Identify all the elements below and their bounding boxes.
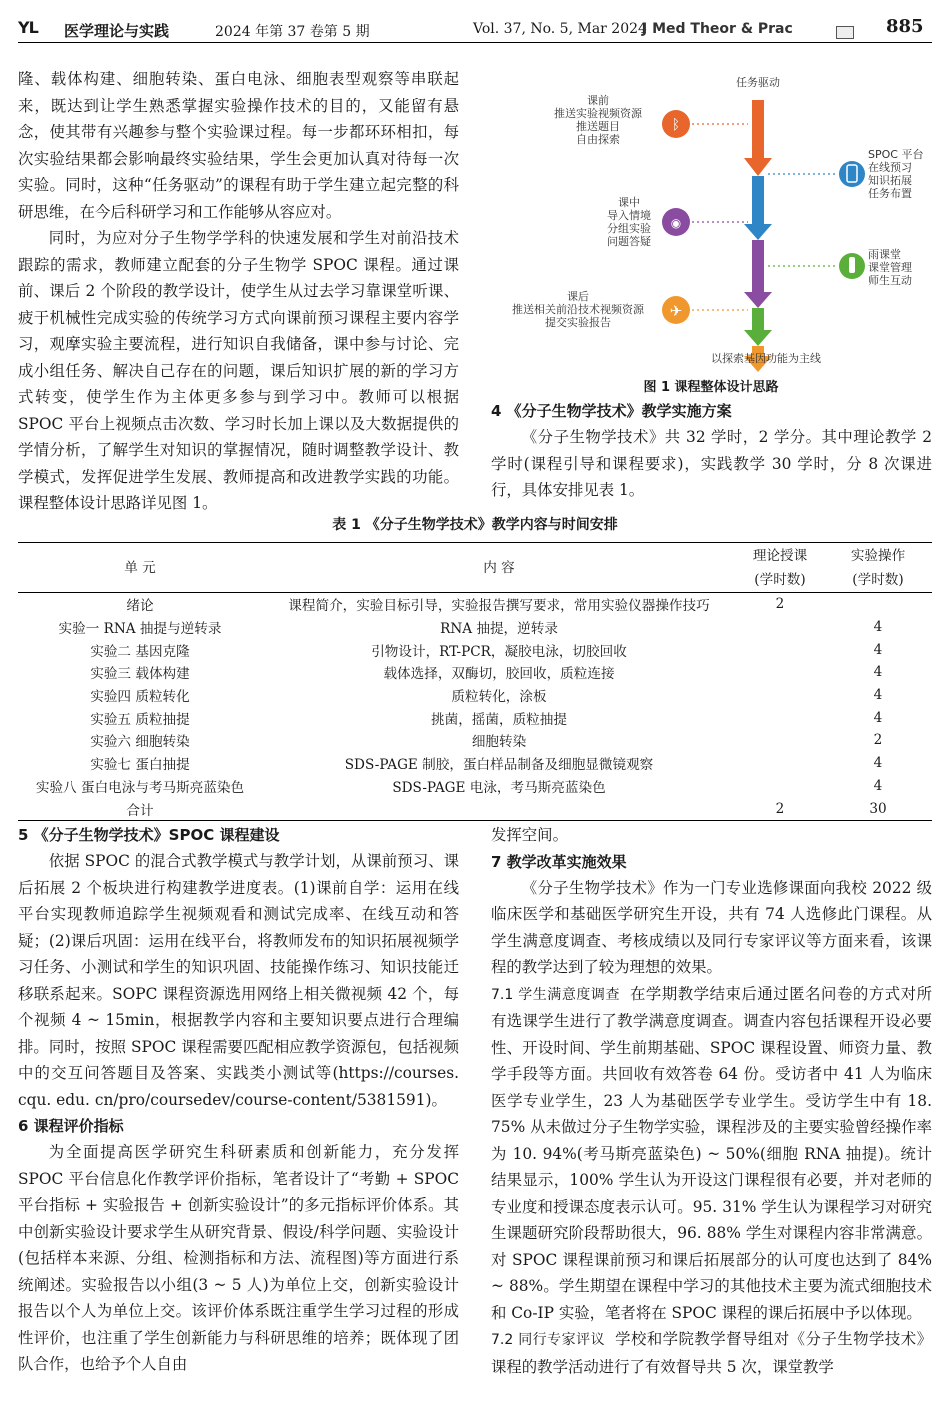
cell-content: 课程简介，实验目标引导，实验报告撰写要求，常用实验仪器操作技巧 [288, 598, 710, 615]
cell-theory [736, 661, 824, 684]
section-4-title: 4 《分子生物学技术》教学实施方案 [491, 402, 732, 420]
cell-practice: 4 [873, 777, 883, 794]
during-title: 课中 [618, 196, 640, 209]
cell-content: 细胞转染 [471, 734, 527, 751]
android-icon: ◉ [670, 216, 682, 230]
table-caption: 表 1 《分子生物学技术》教学内容与时间安排 [332, 517, 618, 533]
cell-practice: 4 [873, 709, 883, 726]
section-5-title: 5 《分子生物学技术》SPOC 课程建设 [18, 826, 280, 844]
spoc-title: SPOC 平台 [868, 148, 924, 161]
paragraph: 发挥空间。 [491, 826, 568, 844]
figure-1 [490, 64, 932, 398]
table-row-total [18, 797, 932, 820]
bluetooth-icon: ᛒ [671, 117, 681, 133]
arrow-segment-green [752, 308, 764, 330]
journal-name-en: J Med Theor & Prac [642, 21, 793, 37]
cell-unit: 实验二 基因克隆 [90, 643, 190, 660]
cell-content: 挑菌，摇菌，质粒抽提 [431, 711, 567, 728]
volume-en: Vol. 37, No. 5, Mar 2024 [473, 21, 647, 37]
table-row [18, 661, 932, 684]
cell-practice: 4 [873, 755, 883, 772]
before-item: 推送实验视频资源 [554, 107, 642, 120]
col-header-unit: 单 元 [124, 559, 156, 576]
cell-practice: 4 [873, 641, 883, 658]
cell-theory [736, 729, 824, 752]
table-row [18, 752, 932, 775]
during-item: 问题答疑 [607, 235, 651, 248]
subsection-7-2-label: 7.2 同行专家评议 [491, 1332, 606, 1348]
spoc-block [868, 148, 932, 200]
airplane-icon: ✈ [669, 302, 683, 320]
col-header-theory-line: 理论授课 [752, 547, 808, 564]
paragraph: 《分子生物学技术》共 32 学时，2 学分。其中理论教学 2 学时(课程引导和课程要求)，实践教学 30 学时，分 8 次课进行，具体安排见表 1。 [491, 428, 932, 499]
section-6-title: 6 课程评价指标 [18, 1117, 124, 1135]
section-4 [491, 398, 932, 504]
before-item: 自由探索 [576, 133, 620, 146]
header-box [836, 26, 854, 39]
paragraph: 同时，为应对分子生物学学科的快速发展和学生对前沿技术跟踪的需求，教师建立配套的分子生物学 SPOC 课程。通过课前、课后 2 个阶段的教学设计，使学生从过去学习靠课堂听课、疲于机械性完成实验的传统学习方式向课前预习课程主要内容学习，观摩实验主要流程，进行知识自我储备，课中参与讨论、完成小组任务、解决自己存在的问题，课后知识扩展的新的学习方式转变，使学生作为主体更多参与到学习中。教师可以根据 SPOC 平台上视频点击次数、学习时长加上课以及大数据提供的学情分析，了解学生对知识的掌握情况，随时调整教学设计、教学模式，发挥促进学生发展、教师提高和改进教学实践的功能。课程整体设计思路详见图 1。 [18, 229, 459, 512]
col-header-theory [736, 543, 824, 593]
table-row [18, 775, 932, 798]
cell-theory: 2 [775, 800, 785, 817]
cell-practice [824, 593, 932, 616]
cell-practice: 4 [873, 619, 883, 636]
after-title: 课后 [567, 290, 589, 303]
schedule-table [18, 542, 932, 821]
col-header-content: 内 容 [483, 559, 515, 576]
paragraph [491, 1326, 932, 1380]
cell-unit: 绪论 [126, 598, 154, 615]
journal-name-cn: 医学理论与实践 [64, 22, 170, 40]
journal-logo: YL [18, 18, 38, 37]
classroom-item: 课堂管理 [868, 261, 912, 274]
cell-theory [736, 638, 824, 661]
cell-unit: 实验三 载体构建 [90, 666, 190, 683]
table-row [18, 638, 932, 661]
cell-content: 引物设计，RT-PCR，凝胶电泳，切胶回收 [371, 643, 627, 660]
device-icon [849, 257, 855, 273]
before-item: 推送题目 [576, 120, 620, 133]
cell-practice: 4 [873, 664, 883, 681]
cell-theory [736, 752, 824, 775]
after-item: 推送相关前沿技术视频资源 [512, 303, 644, 316]
cell-theory [736, 616, 824, 639]
cell-content: 载体选择，双酶切，胶回收，质粒连接 [383, 666, 615, 683]
figure-caption: 图 1 课程整体设计思路 [643, 380, 779, 395]
running-header [18, 16, 932, 43]
arrow-segment-purple [752, 240, 764, 292]
arrow-head-blue [744, 224, 772, 240]
cell-practice: 4 [873, 687, 883, 704]
col-header-practice-line: (学时数) [852, 571, 904, 588]
issue-cn: 2024 年第 37 卷第 5 期 [215, 24, 370, 40]
cell-unit: 合计 [126, 802, 154, 819]
page-number: 885 [886, 16, 924, 37]
after-class-block [494, 290, 662, 329]
paragraph [491, 981, 932, 1327]
cell-content [262, 797, 736, 820]
col-header-practice [824, 543, 932, 593]
subsection-7-2-text: 学校和学院教学督导组对《分子生物学技术》课程的教学活动进行了有效督导共 5 次，课堂教学 [491, 1330, 932, 1376]
col-header-practice-line: 实验操作 [850, 547, 906, 564]
left-column-top [18, 66, 459, 517]
table-row [18, 684, 932, 707]
section-7-title: 7 教学改革实施效果 [491, 852, 627, 871]
right-column-bottom [491, 822, 932, 1380]
cell-unit: 实验五 质粒抽提 [90, 711, 190, 728]
spoc-item: 知识拓展 [868, 174, 912, 187]
cell-unit: 实验七 蛋白抽提 [90, 757, 190, 774]
paragraph: 《分子生物学技术》作为一门专业选修课面向我校 2022 级临床医学和基础医学研究生开设，共有 74 人选修此门课程。从学生满意度调查、考核成绩以及同行专家评议等方面来看，该课程的教学达到了较为理想的效果。 [491, 878, 932, 976]
main-line-label: 以探索基因功能为主线 [711, 352, 821, 365]
paragraph: 为全面提高医学研究生科研素质和创新能力，充分发挥 SPOC 平台信息化作教学评价指标，笔者设计了“考勤 + SPOC 平台指标 + 实验报告 + 创新实验设计”的多元指标评价体系。其中创新实验设计要求学生从研究背景、假设/科学问题、实验设计(包括样本来源、分组、检测指标和方法、流程图)等方面进行系统阐述。实验报告以小组(3 ~ 5 人)为单位上交，创新实验设计报告以个人为单位上交。该评价体系既注重学生学习过程的形成性评价，也注重了学生创新能力与科研思维的培养；既体现了团队合作，也给予个人自由 [18, 1143, 459, 1373]
during-item: 导入情境 [607, 209, 651, 222]
during-item: 分组实验 [607, 222, 651, 235]
cell-content: SDS-PAGE 制胶，蛋白样品制备及细胞显微镜观察 [344, 757, 654, 774]
classroom-title: 雨课堂 [868, 248, 901, 261]
spoc-item: 在线预习 [868, 161, 912, 174]
subsection-7-1-label: 7.1 学生满意度调查 [491, 986, 620, 1003]
cell-practice: 2 [873, 732, 883, 749]
col-header-theory-line: (学时数) [754, 571, 806, 588]
arrow-head-green [744, 330, 772, 346]
paragraph: 隆、载体构建、细胞转染、蛋白电泳、细胞表型观察等串联起来，既达到让学生熟悉掌握实验操作技术的目的，又能留有悬念，使其带有兴趣参与整个实验课过程。每一步都环环相扣，每次实验结果都会影响最终实验结果，学生会更加认真对待每一次实验。同时，这种“任务驱动”的课程有助于学生建立起完整的科研思维，在今后科研学习和工作能够从容应对。 [18, 70, 459, 221]
cell-unit: 实验八 蛋白电泳与考马斯亮蓝染色 [35, 779, 245, 796]
cell-content: 质粒转化，涂板 [451, 689, 547, 706]
classroom-item: 师生互动 [868, 274, 912, 287]
cell-practice: 30 [869, 800, 887, 817]
task-driven-label: 任务驱动 [736, 76, 780, 89]
subsection-7-1-text: 在学期教学结束后通过匿名问卷的方式对所有选课学生进行了教学满意度调查。调查内容包括课程开设必要性、开设时间、学生前期基础、SPOC 课程设置、师资力量、教学手段等方面。共回收有效答卷 64 份。受访者中 41 人为临床医学专业学生，23 人为基础医学专业学生。受访学生中有 18. 75% 从未做过分子生物学实验，课程涉及的主要实验曾经操作率为 10. 94%(考马斯亮蓝染色) ~ 50%(细胞 RNA 抽提)。统计结果显示，100% 学生认为开设这门课程很有必要，并对老师的专业度和授课态度表示认可。95. 31% 学生认为课程学习对研究生课题研究阶段帮助很大，96. 88% 学生对课程内容非常满意。对 SPOC 课程课前预习和课后拓展部分的认可度也达到了 84% ~ 88%。学生期望在课程中学习的其他技术主要为流式细胞技术和 Co-IP 实验，笔者将在 SPOC 课程的课后拓展中予以体现。 [491, 984, 932, 1322]
cell-unit: 实验四 质粒转化 [90, 689, 190, 706]
cell-theory [736, 684, 824, 707]
left-column-bottom [18, 822, 459, 1378]
before-title: 课前 [587, 94, 609, 107]
arrow-segment-blue [752, 176, 764, 224]
arrow-head-orange [744, 158, 772, 176]
cell-unit: 实验六 细胞转染 [90, 734, 190, 751]
arrow-segment-orange [752, 100, 764, 158]
after-item: 提交实验报告 [545, 316, 611, 329]
table-row [18, 616, 932, 639]
cell-content: RNA 抽提，逆转录 [440, 621, 558, 638]
table-row [18, 706, 932, 729]
before-class-block [538, 94, 658, 146]
table-row [18, 729, 932, 752]
cell-content: SDS-PAGE 电泳，考马斯亮蓝染色 [392, 779, 606, 796]
cell-theory [736, 775, 824, 798]
classroom-block [868, 248, 932, 287]
table-row [18, 593, 932, 616]
cell-theory: 2 [775, 596, 785, 613]
arrow-head-purple [744, 292, 772, 308]
table-header-row [18, 543, 932, 593]
paragraph: 依据 SPOC 的混合式教学模式与教学计划，从课前预习、课后拓展 2 个板块进行构建教学进度表。(1)课前自学：运用在线平台实现教师追踪学生视频观看和测试完成率、在线互动和答疑；(2)课后巩固：运用在线平台，将教师发布的知识拓展视频学习任务、小测试和学生的知识巩固、技能操作练习、知识技能迁移联系起来。SOPC 课程资源选用网络上相关微视频 42 个，每个视频 4 ~ 15min，根据教学内容和主要知识要点进行合理编排。同时，按照 SPOC 课程需要匹配相应教学资源包，包括视频中的交互问答题目及答案、实践类小测试等(https://courses. cqu. edu. cn/pro/coursedev/course-content/5381591)。 [18, 852, 459, 1109]
during-class-block [584, 196, 674, 248]
cell-theory [736, 706, 824, 729]
cell-unit: 实验一 RNA 抽提与逆转录 [58, 621, 222, 638]
spoc-item: 任务布置 [868, 187, 912, 200]
